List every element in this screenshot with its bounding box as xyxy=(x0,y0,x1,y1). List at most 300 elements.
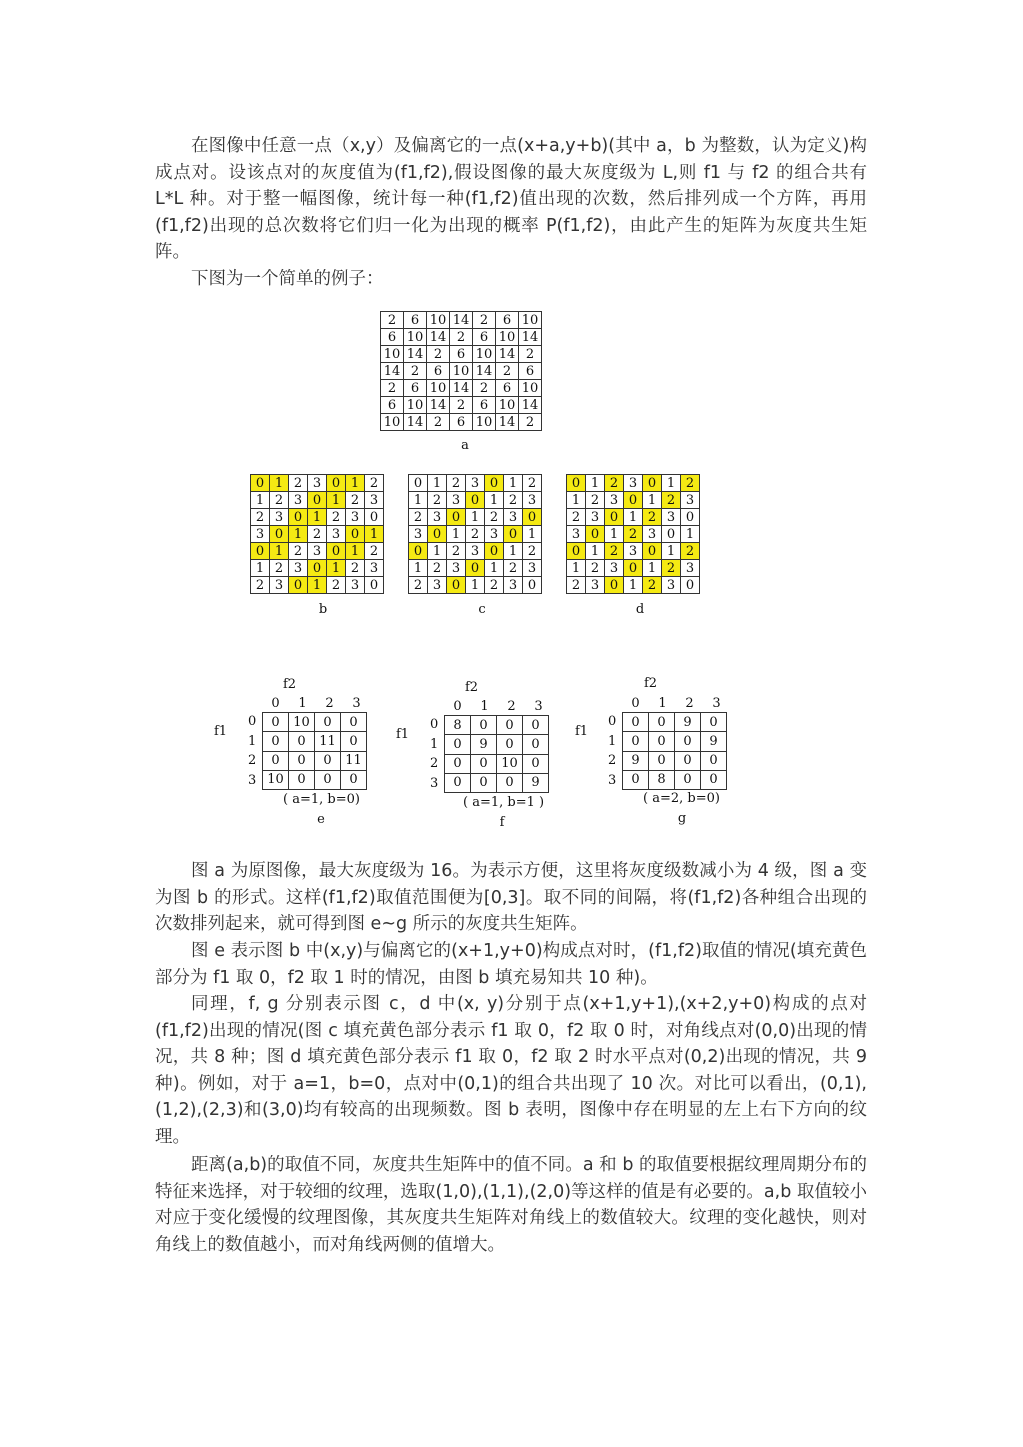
grid-d-cell: 3 xyxy=(681,560,700,577)
f1-row-header: 1 xyxy=(608,733,617,749)
matrix-f-cell: 0 xyxy=(471,773,497,792)
matrix-g-cell: 0 xyxy=(675,751,701,770)
grid-a-cell: 2 xyxy=(381,312,404,329)
grid-b-cell: 0 xyxy=(251,543,270,560)
grid-c-cell: 0 xyxy=(447,577,466,594)
matrix-f-cell: 0 xyxy=(471,716,497,735)
matrix-e-cell: 0 xyxy=(341,732,367,751)
grid-b-cell: 3 xyxy=(346,509,365,526)
grid-b-cell: 2 xyxy=(346,560,365,577)
matrix-g-cell: 0 xyxy=(675,732,701,751)
grid-d-cell: 0 xyxy=(567,543,586,560)
matrix-e-cell: 0 xyxy=(263,751,289,770)
grid-b-cell: 2 xyxy=(251,577,270,594)
grid-a-cell: 2 xyxy=(519,346,542,363)
matrix-f-cell: 8 xyxy=(445,716,471,735)
grid-a-cell: 10 xyxy=(473,414,496,431)
grid-c xyxy=(408,474,542,594)
matrix-f-block xyxy=(430,699,552,793)
grid-b-cell: 0 xyxy=(308,492,327,509)
matrix-g-cell: 0 xyxy=(623,770,649,789)
figure-d xyxy=(566,474,700,594)
grid-b-cell: 1 xyxy=(346,475,365,492)
matrix-e-cell: 0 xyxy=(263,732,289,751)
grid-b-cell: 1 xyxy=(365,526,384,543)
matrix-f-cell: 0 xyxy=(445,735,471,754)
grid-c-cell: 3 xyxy=(428,577,447,594)
grid-b-row xyxy=(251,560,384,577)
grid-d-cell: 0 xyxy=(643,475,662,492)
grid-d-cell: 2 xyxy=(567,509,586,526)
grid-b-cell: 2 xyxy=(365,475,384,492)
grid-a-row xyxy=(381,397,542,414)
grid-c-cell: 2 xyxy=(447,543,466,560)
grid-b-cell: 3 xyxy=(251,526,270,543)
grid-c-cell: 1 xyxy=(504,543,523,560)
grid-c-cell: 1 xyxy=(485,560,504,577)
grid-d-cell: 1 xyxy=(567,560,586,577)
grid-a-cell: 6 xyxy=(519,363,542,380)
grid-d-cell: 1 xyxy=(567,492,586,509)
grid-d-row xyxy=(567,526,700,543)
grid-c-cell: 0 xyxy=(409,543,428,560)
f2-column-header: 0 xyxy=(631,696,640,711)
matrix-g-cell: 8 xyxy=(649,770,675,789)
caption-e: e xyxy=(317,812,325,827)
matrix-f-cell: 0 xyxy=(523,754,549,773)
grid-b-row xyxy=(251,492,384,509)
grid-b-cell: 3 xyxy=(289,492,308,509)
f1-label-f: f1 xyxy=(396,727,410,742)
matrix-g-row xyxy=(623,770,727,789)
f1-row-header: 3 xyxy=(248,772,257,788)
grid-b-cell: 1 xyxy=(251,560,270,577)
grid-d-cell: 0 xyxy=(681,509,700,526)
grid-d-cell: 1 xyxy=(624,577,643,594)
matrix-e-block xyxy=(248,696,370,790)
grid-b-cell: 3 xyxy=(308,475,327,492)
matrix-g-cell: 9 xyxy=(623,751,649,770)
grid-a-cell: 10 xyxy=(519,312,542,329)
grid-c-cell: 0 xyxy=(409,475,428,492)
example-intro: 下图为一个简单的例子： xyxy=(191,269,384,289)
grid-d-cell: 2 xyxy=(567,577,586,594)
grid-c-cell: 3 xyxy=(523,492,542,509)
grid-b xyxy=(250,474,384,594)
grid-c-cell: 0 xyxy=(523,509,542,526)
grid-a-cell: 10 xyxy=(496,397,519,414)
grid-b-cell: 1 xyxy=(270,475,289,492)
grid-b-cell: 3 xyxy=(289,560,308,577)
grid-a-cell: 14 xyxy=(427,329,450,346)
grid-c-cell: 0 xyxy=(485,543,504,560)
grid-b-cell: 1 xyxy=(308,509,327,526)
matrix-g-row xyxy=(623,751,727,770)
grid-b-cell: 0 xyxy=(289,509,308,526)
grid-d-row xyxy=(567,543,700,560)
matrix-f-cell: 10 xyxy=(497,754,523,773)
grid-a-cell: 14 xyxy=(450,380,473,397)
f1-row-header: 2 xyxy=(430,756,439,771)
grid-c-cell: 0 xyxy=(447,509,466,526)
grid-c-cell: 2 xyxy=(523,475,542,492)
paragraph-explain-fg: 同理，f, g 分别表示图 c，d 中(x, y)分别于点(x+1,y+1),(x+2,y+0)构成的点对(f1,f2)出现的情况(图 c 填充黄色部分表示 f1 取 0，f2 取 0 时，对角线点对(0,0)出现的情况，共 8 种；图 d 填充黄色部分表示 f1 取 0，f2 取 2 时水平点对(0,2)出现的情况，共 9 种)。例如，对于 a=1，b=0，点对中(0,1)的组合共出现了 10 次。对比可以看出，(0,1),(1,2),(2,3)和(3,0)均有较高的出现频数。图 b 表明，图像中存在明显的左上右下方向的纹理。 xyxy=(155,994,867,1147)
grid-c-cell: 0 xyxy=(504,526,523,543)
grid-a-cell: 2 xyxy=(450,397,473,414)
grid-d-cell: 0 xyxy=(624,492,643,509)
grid-b-row xyxy=(251,543,384,560)
grid-c-cell: 2 xyxy=(485,577,504,594)
grid-d-row xyxy=(567,577,700,594)
grid-d-cell: 1 xyxy=(681,526,700,543)
grid-b-cell: 0 xyxy=(346,526,365,543)
matrix-g-cell: 9 xyxy=(701,732,727,751)
f1-label-e: f1 xyxy=(214,724,228,739)
matrix-e-cell: 0 xyxy=(315,751,341,770)
f2-column-header: 3 xyxy=(534,699,543,714)
f1-label-g: f1 xyxy=(575,724,589,739)
grid-d-cell: 3 xyxy=(662,509,681,526)
matrix-f-cell: 0 xyxy=(523,735,549,754)
grid-a-cell: 14 xyxy=(496,414,519,431)
f1-row-header: 2 xyxy=(608,753,617,768)
caption-a: a xyxy=(461,438,469,453)
grid-a-cell: 14 xyxy=(404,414,427,431)
grid-c-cell: 1 xyxy=(409,560,428,577)
grid-d-cell: 2 xyxy=(586,560,605,577)
grid-b-cell: 0 xyxy=(308,560,327,577)
grid-c-cell: 3 xyxy=(504,509,523,526)
f1-row-header: 0 xyxy=(608,714,617,729)
grid-d-cell: 2 xyxy=(681,543,700,560)
grid-d-cell: 3 xyxy=(605,560,624,577)
grid-c-cell: 1 xyxy=(504,475,523,492)
grid-b-cell: 1 xyxy=(346,543,365,560)
matrix-e-cell: 0 xyxy=(289,751,315,770)
grid-a-cell: 14 xyxy=(381,363,404,380)
grid-d-cell: 3 xyxy=(605,492,624,509)
matrix-f-cell: 0 xyxy=(523,716,549,735)
grid-b-cell: 0 xyxy=(289,577,308,594)
matrix-e-cell: 10 xyxy=(289,713,315,732)
f1-row-header: 1 xyxy=(248,733,257,749)
grid-b-cell: 1 xyxy=(251,492,270,509)
grid-a-cell: 14 xyxy=(473,363,496,380)
grid-a-cell: 6 xyxy=(404,312,427,329)
matrix-f-cell: 0 xyxy=(445,773,471,792)
grid-d-cell: 3 xyxy=(624,475,643,492)
matrix-e-cell: 0 xyxy=(341,713,367,732)
matrix-g xyxy=(622,712,727,790)
paragraph-explain-a: 图 a 为原图像，最大灰度级为 16。为表示方便，这里将灰度级数减小为 4 级，图 a 变为图 b 的形式。这样(f1,f2)取值范围便为[0,3]。取不同的间隔，将(f1,f2)各种组合出现的次数排列起来，就可得到图 e~g 所示的灰度共生矩阵。 xyxy=(155,861,867,934)
grid-a-cell: 6 xyxy=(473,329,496,346)
grid-c-cell: 1 xyxy=(428,475,447,492)
caption-d: d xyxy=(635,602,645,617)
figure-c xyxy=(408,474,542,594)
grid-a-cell: 6 xyxy=(404,380,427,397)
f1-row-header: 3 xyxy=(608,772,617,788)
grid-a-cell: 2 xyxy=(381,380,404,397)
f2-column-header: 3 xyxy=(352,696,361,711)
grid-b-cell: 0 xyxy=(365,509,384,526)
grid-c-cell: 1 xyxy=(466,577,485,594)
matrix-f-cell: 0 xyxy=(497,735,523,754)
grid-d-cell: 0 xyxy=(605,509,624,526)
grid-b-row xyxy=(251,509,384,526)
grid-c-cell: 0 xyxy=(466,492,485,509)
paragraph-distance: 距离(a,b)的取值不同，灰度共生矩阵中的值不同。a 和 b 的取值要根据纹理周期分布的特征来选择，对于较细的纹理，选取(1,0),(1,1),(2,0)等这样的值是有必要的。a,b 取值较小对应于变化缓慢的纹理图像，其灰度共生矩阵对角线上的数值较大。纹理的变化越快，则对角线上的数值越小，而对角线两侧的值增大。 xyxy=(155,1155,867,1255)
grid-c-cell: 2 xyxy=(409,577,428,594)
f1-row-header: 3 xyxy=(430,775,439,791)
grid-a-cell: 14 xyxy=(519,329,542,346)
grid-b-cell: 1 xyxy=(289,526,308,543)
grid-b-cell: 0 xyxy=(270,526,289,543)
grid-d-cell: 0 xyxy=(643,543,662,560)
grid-b-cell: 2 xyxy=(327,509,346,526)
matrix-g-cell: 0 xyxy=(623,732,649,751)
grid-a-row xyxy=(381,312,542,329)
caption-f: f xyxy=(499,815,505,830)
grid-d-cell: 2 xyxy=(681,475,700,492)
matrix-e-cell: 0 xyxy=(289,732,315,751)
grid-a-cell: 6 xyxy=(450,414,473,431)
grid-a-cell: 2 xyxy=(450,329,473,346)
figure-b xyxy=(250,474,384,594)
matrix-g-cell: 0 xyxy=(649,751,675,770)
f2-column-header: 1 xyxy=(480,699,489,714)
grid-b-cell: 2 xyxy=(327,577,346,594)
grid-d-cell: 1 xyxy=(662,543,681,560)
matrix-e-row xyxy=(263,770,367,789)
matrix-e-cell: 11 xyxy=(315,732,341,751)
grid-a-cell: 14 xyxy=(427,397,450,414)
grid-c-cell: 2 xyxy=(447,475,466,492)
grid-b-cell: 2 xyxy=(365,543,384,560)
grid-b-cell: 0 xyxy=(365,577,384,594)
grid-d-cell: 2 xyxy=(662,560,681,577)
f1-row-header: 1 xyxy=(430,736,439,752)
grid-a-cell: 14 xyxy=(404,346,427,363)
matrix-g-cell: 0 xyxy=(701,770,727,789)
grid-a-cell: 10 xyxy=(381,346,404,363)
f2-label-g: f2 xyxy=(644,676,658,691)
grid-a xyxy=(380,311,542,431)
grid-b-cell: 1 xyxy=(327,492,346,509)
param-e: ( a=1, b=0) xyxy=(283,792,360,807)
grid-c-cell: 3 xyxy=(485,526,504,543)
grid-a-cell: 10 xyxy=(404,397,427,414)
grid-a-cell: 14 xyxy=(519,397,542,414)
grid-c-cell: 1 xyxy=(447,526,466,543)
grid-a-cell: 10 xyxy=(519,380,542,397)
grid-c-cell: 3 xyxy=(428,509,447,526)
grid-b-cell: 2 xyxy=(270,560,289,577)
f2-label-f: f2 xyxy=(465,680,479,695)
grid-a-cell: 6 xyxy=(381,397,404,414)
grid-a-cell: 6 xyxy=(473,397,496,414)
grid-a-cell: 2 xyxy=(519,414,542,431)
matrix-e-cell: 0 xyxy=(315,713,341,732)
grid-c-cell: 3 xyxy=(466,543,485,560)
caption-b: b xyxy=(318,602,328,617)
grid-a-cell: 10 xyxy=(450,363,473,380)
f1-row-header: 2 xyxy=(248,753,257,768)
grid-a-cell: 10 xyxy=(381,414,404,431)
grid-d-cell: 2 xyxy=(605,543,624,560)
grid-a-cell: 14 xyxy=(496,346,519,363)
f2-column-header: 2 xyxy=(685,696,694,711)
grid-b-cell: 3 xyxy=(270,577,289,594)
f2-column-header: 2 xyxy=(325,696,334,711)
grid-d xyxy=(566,474,700,594)
grid-c-cell: 2 xyxy=(409,509,428,526)
grid-b-cell: 2 xyxy=(270,492,289,509)
grid-b-cell: 3 xyxy=(308,543,327,560)
grid-b-row xyxy=(251,526,384,543)
grid-c-cell: 1 xyxy=(409,492,428,509)
grid-c-cell: 0 xyxy=(466,560,485,577)
grid-c-cell: 2 xyxy=(466,526,485,543)
f2-column-header: 1 xyxy=(298,696,307,711)
matrix-e-row xyxy=(263,751,367,770)
grid-d-cell: 3 xyxy=(586,577,605,594)
grid-b-cell: 1 xyxy=(308,577,327,594)
grid-d-cell: 2 xyxy=(643,509,662,526)
grid-c-row xyxy=(409,543,542,560)
intro-paragraph: 在图像中任意一点（x,y）及偏离它的一点(x+a,y+b)(其中 a，b 为整数，认为定义)构成点对。设该点对的灰度值为(f1,f2),假设图像的最大灰度级为 L,则 f1 与 f2 的组合共有 L*L 种。对于整一幅图像，统计每一种(f1,f2)值出现的次数，然后排列成一个方阵，再用(f1,f2)出现的总次数将它们归一化为出现的概率 P(f1,f2)，由此产生的矩阵为灰度共生矩阵。 xyxy=(155,136,867,262)
grid-c-cell: 3 xyxy=(466,475,485,492)
grid-d-cell: 0 xyxy=(586,526,605,543)
grid-b-cell: 1 xyxy=(327,560,346,577)
grid-a-cell: 2 xyxy=(427,414,450,431)
grid-a-row xyxy=(381,346,542,363)
grid-c-cell: 3 xyxy=(523,560,542,577)
paragraph-explain-e: 图 e 表示图 b 中(x,y)与偏离它的(x+1,y+0)构成点对时，(f1,f2)取值的情况(填充黄色部分为 f1 取 0，f2 取 1 时的情况，由图 b 填充易知共 10 种)。 xyxy=(155,941,867,988)
matrix-f-cell: 9 xyxy=(523,773,549,792)
matrix-f-row xyxy=(445,735,549,754)
grid-d-row xyxy=(567,560,700,577)
grid-a-cell: 6 xyxy=(427,363,450,380)
grid-c-cell: 1 xyxy=(428,543,447,560)
grid-d-cell: 0 xyxy=(605,577,624,594)
matrix-e-cell: 0 xyxy=(289,770,315,789)
caption-g: g xyxy=(677,811,687,826)
grid-c-cell: 1 xyxy=(466,509,485,526)
grid-c-row xyxy=(409,526,542,543)
grid-d-cell: 3 xyxy=(643,526,662,543)
grid-a-row xyxy=(381,414,542,431)
grid-d-cell: 2 xyxy=(643,577,662,594)
grid-c-row xyxy=(409,509,542,526)
grid-d-cell: 0 xyxy=(681,577,700,594)
grid-c-cell: 1 xyxy=(523,526,542,543)
grid-a-cell: 6 xyxy=(496,380,519,397)
grid-b-cell: 3 xyxy=(365,560,384,577)
grid-d-cell: 1 xyxy=(643,492,662,509)
grid-d-cell: 2 xyxy=(586,492,605,509)
f2-column-header: 0 xyxy=(453,699,462,714)
grid-d-cell: 3 xyxy=(662,577,681,594)
matrix-f-cell: 0 xyxy=(497,716,523,735)
matrix-g-cell: 0 xyxy=(701,713,727,732)
grid-b-cell: 0 xyxy=(327,475,346,492)
matrix-e-cell: 11 xyxy=(341,751,367,770)
grid-c-cell: 2 xyxy=(523,543,542,560)
matrix-g-cell: 0 xyxy=(623,713,649,732)
grid-a-cell: 2 xyxy=(427,346,450,363)
grid-a-cell: 2 xyxy=(473,312,496,329)
grid-b-row xyxy=(251,475,384,492)
grid-c-cell: 3 xyxy=(447,492,466,509)
grid-b-cell: 3 xyxy=(270,509,289,526)
grid-a-cell: 6 xyxy=(450,346,473,363)
matrix-g-cell: 9 xyxy=(675,713,701,732)
matrix-g-row xyxy=(623,713,727,732)
grid-d-cell: 1 xyxy=(605,526,624,543)
grid-b-cell: 2 xyxy=(289,475,308,492)
grid-a-row xyxy=(381,380,542,397)
f2-column-header: 2 xyxy=(507,699,516,714)
grid-b-cell: 2 xyxy=(346,492,365,509)
matrix-f-row xyxy=(445,773,549,792)
grid-c-row xyxy=(409,492,542,509)
f1-row-header: 0 xyxy=(248,714,257,729)
grid-c-cell: 2 xyxy=(485,509,504,526)
grid-d-row xyxy=(567,475,700,492)
grid-d-cell: 3 xyxy=(624,543,643,560)
grid-c-row xyxy=(409,475,542,492)
grid-c-cell: 0 xyxy=(428,526,447,543)
matrix-f-row xyxy=(445,754,549,773)
grid-d-cell: 3 xyxy=(586,509,605,526)
param-f: ( a=1, b=1 ) xyxy=(463,795,545,810)
grid-c-cell: 3 xyxy=(409,526,428,543)
f2-column-header: 3 xyxy=(712,696,721,711)
grid-a-cell: 2 xyxy=(473,380,496,397)
grid-a-cell: 10 xyxy=(427,380,450,397)
matrix-f-cell: 0 xyxy=(445,754,471,773)
matrix-e-cell: 0 xyxy=(263,713,289,732)
matrix-e-row xyxy=(263,713,367,732)
matrix-g-cell: 0 xyxy=(675,770,701,789)
grid-a-cell: 6 xyxy=(381,329,404,346)
grid-b-cell: 0 xyxy=(251,475,270,492)
grid-d-cell: 0 xyxy=(624,560,643,577)
grid-d-cell: 1 xyxy=(643,560,662,577)
matrix-g-row xyxy=(623,732,727,751)
grid-a-cell: 6 xyxy=(496,312,519,329)
grid-c-cell: 0 xyxy=(485,475,504,492)
grid-c-row xyxy=(409,560,542,577)
grid-d-cell: 3 xyxy=(681,492,700,509)
grid-d-cell: 1 xyxy=(662,475,681,492)
grid-c-cell: 2 xyxy=(504,560,523,577)
grid-b-cell: 0 xyxy=(327,543,346,560)
matrix-f-cell: 0 xyxy=(497,773,523,792)
grid-c-cell: 2 xyxy=(428,492,447,509)
f2-column-header: 0 xyxy=(271,696,280,711)
grid-a-row xyxy=(381,363,542,380)
grid-c-cell: 0 xyxy=(523,577,542,594)
grid-a-cell: 10 xyxy=(427,312,450,329)
grid-c-cell: 2 xyxy=(504,492,523,509)
matrix-f-row xyxy=(445,716,549,735)
grid-c-cell: 2 xyxy=(428,560,447,577)
matrix-e-row xyxy=(263,732,367,751)
matrix-e-cell: 0 xyxy=(341,770,367,789)
matrix-g-block xyxy=(608,696,730,790)
grid-b-cell: 3 xyxy=(346,577,365,594)
